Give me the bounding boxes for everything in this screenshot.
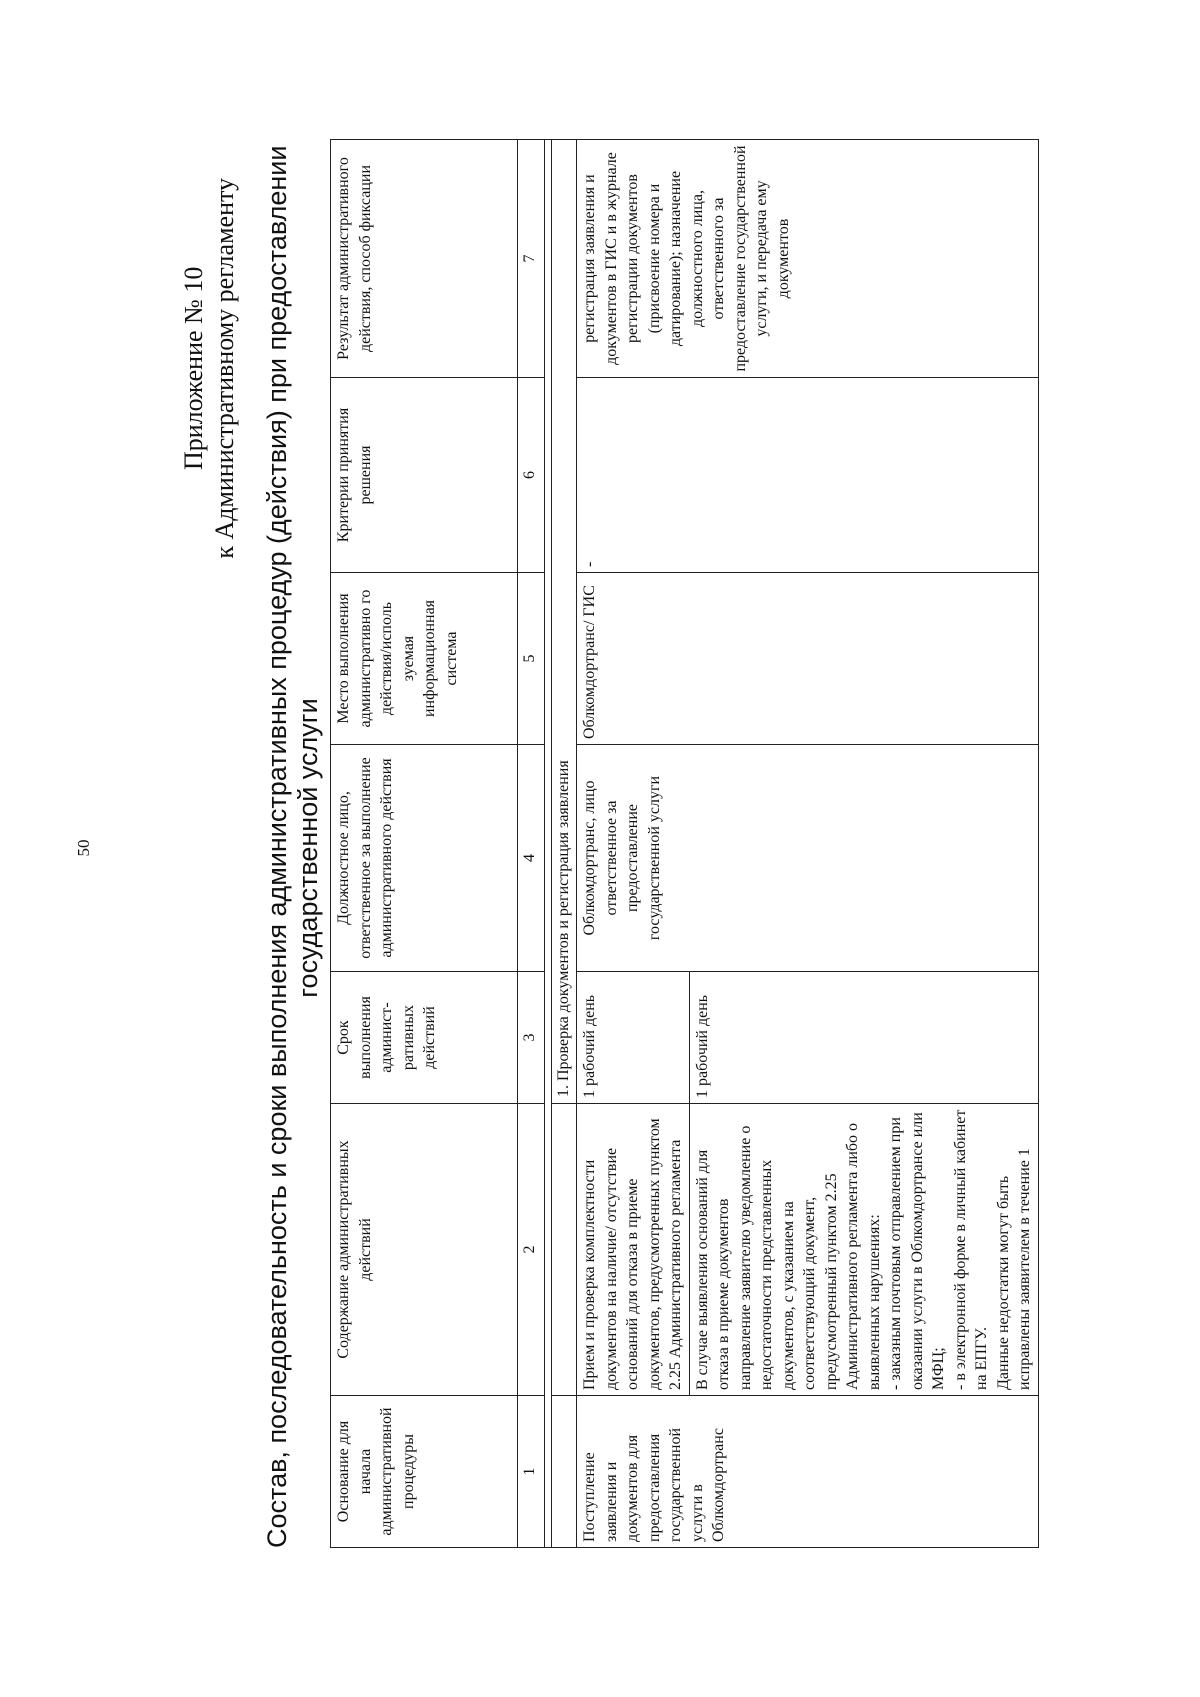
place-cell: Облкомдортранс/ ГИС (577, 573, 1039, 745)
column-number: 4 (518, 745, 545, 972)
header-official: Должностное лицо, ответственное за выполнение административного действия (331, 745, 518, 972)
action-cell: Прием и проверка комплектности документов на наличие/ отсутствие оснований для отказа в приеме документов, предусмотренных пунктом 2.25 Административного регламента (577, 1104, 690, 1396)
term-cell: 1 рабочий день (577, 972, 690, 1104)
appendix-reference: к Административному регламенту (210, 178, 239, 559)
procedures-table (330, 139, 1039, 1548)
document-title-line-2: государственной услуги (293, 698, 323, 998)
appendix-note (178, 178, 240, 559)
column-number: 6 (518, 378, 545, 573)
basis-cell: Поступление заявления и документов для предоставления государственной услуги в Облкомдортранс (577, 1396, 1039, 1548)
header-actions: Содержание административных действий (331, 1104, 518, 1396)
term-cell: 1 рабочий день (689, 972, 1038, 1104)
header-result: Результат административного действия, способ фиксации (331, 140, 518, 378)
column-number-row (518, 140, 545, 1548)
column-number: 5 (518, 573, 545, 745)
official-cell: Облкомдортранс, лицо ответственное за предоставление государственной услуги (577, 745, 1039, 972)
spacer-row (545, 140, 552, 1548)
header-place: Место выполнения административно го действия/исполь зуемая информационная система (331, 573, 518, 745)
document-title-line-1: Состав, последовательность и сроки выполнения административных процедур (действия) при предоставлении (262, 145, 292, 1548)
criteria-cell: - (577, 378, 1039, 573)
result-cell: регистрация заявления и документов в ГИС и в журнале регистрации документов (присвоение номера и датирование); назначение должностного лица, ответственного за предоставление государственной услуги, и передача ему документов (577, 140, 1039, 378)
header-term: Срок выполнения админист-ративных действий (331, 972, 518, 1104)
header-basis: Основание для начала административной процедуры (331, 1396, 518, 1548)
column-number: 3 (518, 972, 545, 1104)
section-title: 1. Проверка документов и регистрация заявления (552, 140, 577, 1104)
column-number: 2 (518, 1104, 545, 1396)
section-row (552, 140, 577, 1548)
column-number: 7 (518, 140, 545, 378)
landscape-sheet (70, 88, 1130, 1608)
document-title (262, 145, 324, 1548)
appendix-number: Приложение № 10 (179, 266, 208, 471)
page-number: 50 (74, 839, 93, 857)
table-row (577, 140, 690, 1548)
table-header-row (331, 140, 518, 1548)
action-cell: В случае выявления оснований для отказа в приеме документов направление заявителю уведомление о недостаточности представленных документов, с указанием на соответствующий документ, предусмотренный пунктом 2.25 Административного регламента либо о выявленных нарушениях: - заказным почтовым отправлением при оказании услуги в Облкомдортрансе или МФЦ; - в электронной форме в личный кабинет на ЕПГУ. Данные недостатки могут быть исправлены заявителем в течение 1 (689, 1104, 1038, 1396)
column-number: 1 (518, 1396, 545, 1548)
header-criteria: Критерии принятия решения (331, 378, 518, 573)
